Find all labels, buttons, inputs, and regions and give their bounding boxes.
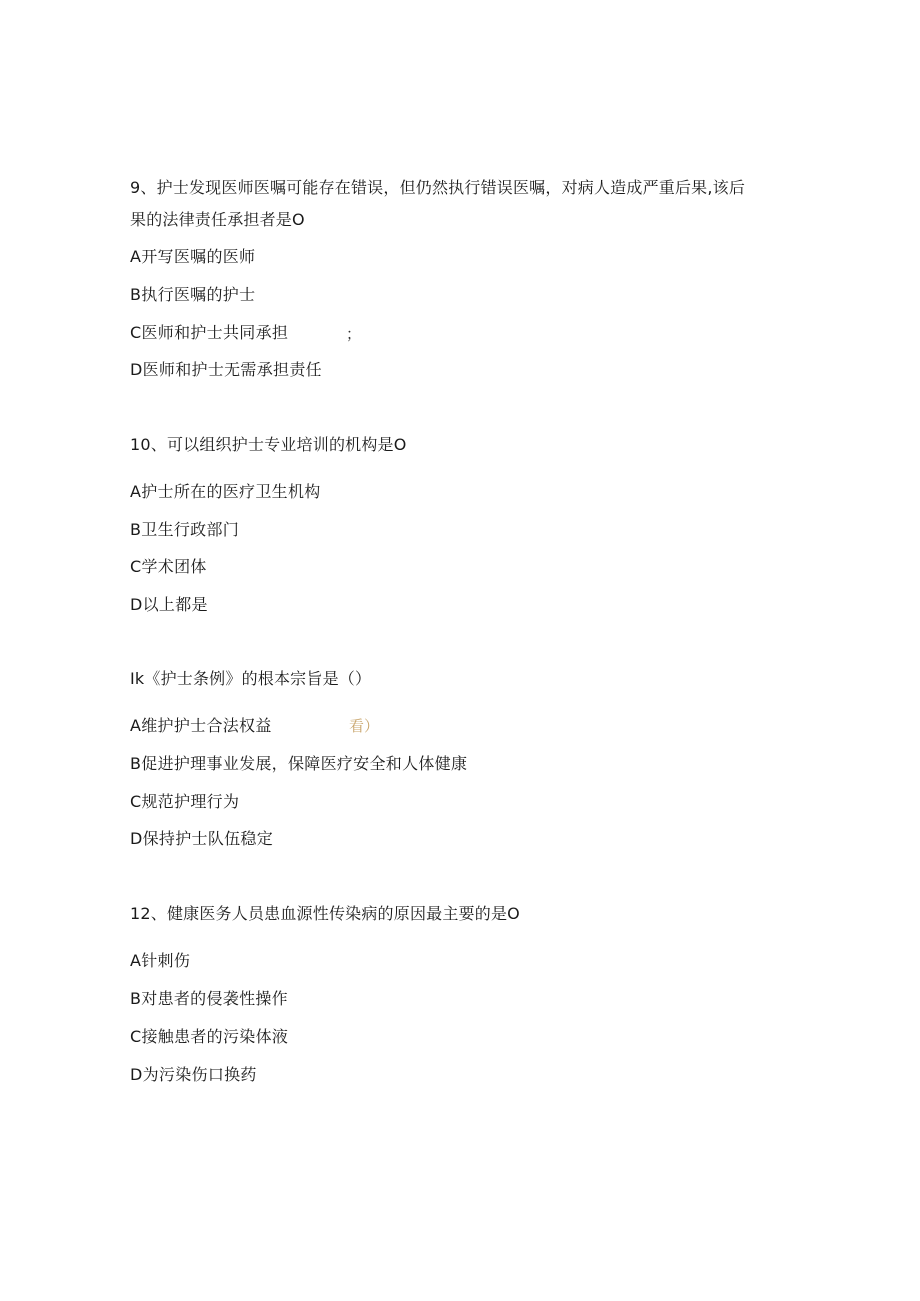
question-11-title: Ik《护士条例》的根本宗旨是（） [130, 669, 372, 688]
question-12-option-c: C接触患者的污染体液 [130, 1027, 289, 1046]
question-9-option-a: A开写医嘱的医师 [130, 247, 256, 266]
question-9-option-b: B执行医嘱的护士 [130, 285, 256, 304]
question-10-title: 10、可以组织护士专业培训的机构是O [130, 435, 407, 454]
question-10-option-c: C学术团体 [130, 557, 207, 576]
faded-stamp-mark: 看） [349, 717, 380, 735]
question-11-option-c: C规范护理行为 [130, 792, 240, 811]
question-12-option-d: D为污染伤口换药 [130, 1065, 257, 1084]
question-11-option-a: A维护护士合法权益 [130, 716, 272, 735]
question-11-option-b: B促进护理事业发展，保障医疗安全和人体健康 [130, 754, 468, 773]
question-12-option-a: A针刺伤 [130, 951, 191, 970]
question-12-title: 12、健康医务人员患血源性传染病的原因最主要的是O [130, 904, 520, 923]
question-12-option-b: B对患者的侵袭性操作 [130, 989, 288, 1008]
question-9-title-line2: 果的法律责任承担者是O [130, 210, 305, 229]
question-9-option-c: C医师和护士共同承担 [130, 323, 289, 342]
question-9-option-d: D医师和护士无需承担责任 [130, 360, 322, 379]
question-10-option-a: A护士所在的医疗卫生机构 [130, 482, 321, 501]
question-9-title-line1: 9、护士发现医师医嘱可能存在错误，但仍然执行错误医嘱，对病人造成严重后果,该后 [130, 178, 746, 197]
stray-semicolon-mark: ； [346, 325, 362, 343]
question-10-option-b: B卫生行政部门 [130, 520, 240, 539]
question-11-option-d: D保持护士队伍稳定 [130, 829, 274, 848]
question-10-option-d: D以上都是 [130, 595, 208, 614]
